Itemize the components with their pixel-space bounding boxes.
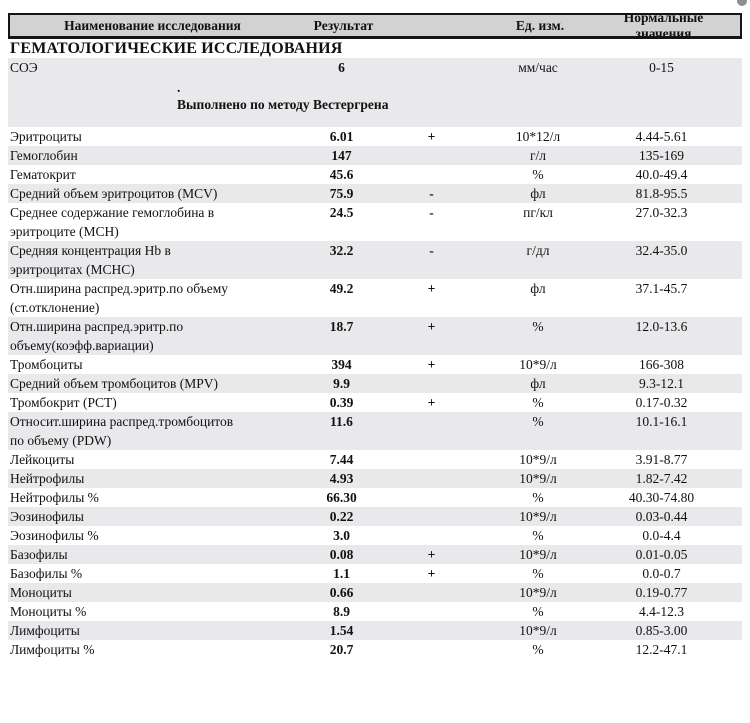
flag-cell: + <box>427 566 436 581</box>
normal-range-cell: 166-308 <box>639 357 684 372</box>
normal-range-cell: 10.1-16.1 <box>635 414 688 429</box>
flag-cell <box>390 165 473 184</box>
flag-cell <box>390 602 473 621</box>
result-cell: 49.2 <box>329 281 354 296</box>
normal-range-cell: 4.44-5.61 <box>635 129 688 144</box>
result-cell: 32.2 <box>329 243 354 258</box>
test-name-cell: Относит.ширина распред.тромбоцитов по объему (PDW) <box>10 414 234 448</box>
table-row <box>8 184 742 203</box>
flag-cell <box>390 146 473 165</box>
result-cell: 45.6 <box>329 167 354 182</box>
result-cell: 0.66 <box>329 585 354 600</box>
table-row <box>8 621 742 640</box>
result-cell: 24.5 <box>329 205 354 220</box>
test-name-cell: Гемоглобин <box>10 148 78 163</box>
normal-range-cell: 0.0-4.4 <box>642 528 681 543</box>
unit-cell: % <box>532 167 544 182</box>
table-row <box>8 279 742 317</box>
normal-range-cell: 0.03-0.44 <box>635 509 688 524</box>
normal-range-cell: 40.30-74.80 <box>628 490 695 505</box>
test-name-cell: Эозинофилы <box>10 509 84 524</box>
column-header-result: Результат <box>313 17 374 33</box>
test-name-cell: Эритроциты <box>10 129 82 144</box>
flag-cell: + <box>427 129 436 144</box>
test-name-cell: Базофилы % <box>10 566 83 581</box>
unit-cell: мм/час <box>518 60 558 75</box>
table-row <box>8 203 742 241</box>
table-row <box>8 412 742 450</box>
soe-row-block <box>8 58 742 127</box>
unit-cell: 10*9/л <box>519 509 557 524</box>
flag-cell: - <box>429 205 434 220</box>
test-name-cell: Отн.ширина распред.эритр.по объему (ст.отклонение) <box>10 281 229 315</box>
table-row <box>8 545 742 564</box>
unit-cell: г/л <box>529 148 547 163</box>
result-cell: 11.6 <box>330 414 353 429</box>
normal-range-cell: 32.4-35.0 <box>635 243 688 258</box>
result-cell: 0.39 <box>329 395 354 410</box>
test-name-cell: СОЭ <box>10 60 38 75</box>
test-name-cell: Нейтрофилы % <box>10 490 99 505</box>
unit-cell: фл <box>530 186 546 201</box>
result-cell: 66.30 <box>326 490 357 505</box>
table-row <box>8 602 742 621</box>
table-row <box>8 488 742 507</box>
test-name-cell: Отн.ширина распред.эритр.по объему(коэфф.вариации) <box>10 319 184 353</box>
rows-container <box>8 127 742 659</box>
test-name-cell: Среднее содержание гемоглобина в эритроците (MCH) <box>10 205 215 239</box>
normal-range-cell: 9.3-12.1 <box>639 376 684 391</box>
unit-cell: 10*9/л <box>519 585 557 600</box>
test-name-cell: Эозинофилы % <box>10 528 99 543</box>
unit-cell: 10*9/л <box>519 452 557 467</box>
unit-cell: % <box>532 604 544 619</box>
table-row <box>8 450 742 469</box>
result-cell: 0.22 <box>329 509 354 524</box>
method-note-dot: . <box>177 80 181 95</box>
table-row <box>8 374 742 393</box>
flag-cell <box>390 450 473 469</box>
result-cell: 0.08 <box>329 547 354 562</box>
scrollbar-thumb-icon[interactable] <box>737 0 747 6</box>
table-row <box>8 507 742 526</box>
test-name-cell: Нейтрофилы <box>10 471 85 486</box>
normal-range-cell: 27.0-32.3 <box>635 205 688 220</box>
table-row <box>8 241 742 279</box>
table-row <box>8 58 742 77</box>
flag-cell: - <box>429 243 434 258</box>
flag-cell <box>390 374 473 393</box>
result-cell: 6.01 <box>329 129 354 144</box>
result-cell: 147 <box>331 148 352 163</box>
flag-cell <box>390 507 473 526</box>
table-row <box>8 564 742 583</box>
normal-range-cell: 0.85-3.00 <box>635 623 688 638</box>
normal-range-cell: 4.4-12.3 <box>639 604 684 619</box>
test-name-cell: Лимфоциты % <box>10 642 95 657</box>
unit-cell: 10*9/л <box>519 471 557 486</box>
result-cell: 394 <box>331 357 352 372</box>
test-name-cell: Средний объем тромбоцитов (MPV) <box>10 376 219 391</box>
column-header-test-name: Наименование исследования <box>64 17 241 33</box>
unit-cell: фл <box>530 376 546 391</box>
flag-cell <box>390 58 473 77</box>
flag-cell <box>390 583 473 602</box>
table-row <box>8 127 742 146</box>
table-header-row <box>8 9 742 41</box>
table-row <box>8 317 742 355</box>
normal-range-cell: 12.2-47.1 <box>635 642 688 657</box>
unit-cell: % <box>532 642 544 657</box>
table-row <box>8 469 742 488</box>
result-cell: 6 <box>338 60 345 75</box>
normal-range-cell: 40.0-49.4 <box>635 167 688 182</box>
unit-cell: 10*12/л <box>515 129 561 144</box>
normal-range-cell: 0.0-0.7 <box>642 566 681 581</box>
test-name-cell: Тромбоциты <box>10 357 83 372</box>
table-row <box>8 583 742 602</box>
results-table <box>8 9 742 659</box>
flag-cell: + <box>427 319 436 334</box>
result-cell: 8.9 <box>333 604 350 619</box>
normal-range-cell: 37.1-45.7 <box>635 281 688 296</box>
unit-cell: 10*9/л <box>519 623 557 638</box>
table-row <box>8 146 742 165</box>
column-header-normal-range: Нормальные значения <box>623 9 704 41</box>
table-row <box>8 165 742 184</box>
unit-cell: % <box>532 528 544 543</box>
result-cell: 75.9 <box>329 186 354 201</box>
normal-range-cell: 0-15 <box>649 60 674 75</box>
normal-range-cell: 0.01-0.05 <box>635 547 688 562</box>
flag-cell <box>390 412 473 450</box>
test-name-cell: Лейкоциты <box>10 452 75 467</box>
unit-cell: г/дл <box>526 243 550 258</box>
method-note-text: Выполнено по методу Вестергрена <box>177 97 389 112</box>
normal-range-cell: 3.91-8.77 <box>635 452 688 467</box>
flag-cell <box>390 621 473 640</box>
unit-cell: % <box>532 566 544 581</box>
flag-cell: + <box>427 395 436 410</box>
unit-cell: фл <box>530 281 546 296</box>
result-cell: 18.7 <box>329 319 354 334</box>
normal-range-cell: 0.19-0.77 <box>635 585 688 600</box>
unit-cell: пг/кл <box>523 205 553 220</box>
table-row <box>8 393 742 412</box>
normal-range-cell: 135-169 <box>639 148 684 163</box>
normal-range-cell: 12.0-13.6 <box>635 319 688 334</box>
result-cell: 1.1 <box>333 566 350 581</box>
test-name-cell: Средняя концентрация Hb в эритроцитах (MCHC) <box>10 243 171 277</box>
table-row <box>8 640 742 659</box>
flag-cell <box>390 526 473 545</box>
unit-cell: 10*9/л <box>519 357 557 372</box>
normal-range-cell: 81.8-95.5 <box>635 186 688 201</box>
result-cell: 7.44 <box>329 452 354 467</box>
unit-cell: % <box>532 395 544 410</box>
flag-cell <box>390 640 473 659</box>
unit-cell: % <box>532 414 544 429</box>
flag-cell: - <box>429 186 434 201</box>
test-name-cell: Моноциты % <box>10 604 87 619</box>
result-cell: 4.93 <box>329 471 354 486</box>
unit-cell: % <box>532 490 544 505</box>
flag-cell <box>390 488 473 507</box>
flag-cell: + <box>427 547 436 562</box>
normal-range-cell: 1.82-7.42 <box>635 471 688 486</box>
flag-cell <box>390 469 473 488</box>
flag-cell: + <box>427 281 436 296</box>
test-name-cell: Моноциты <box>10 585 72 600</box>
table-row <box>8 526 742 545</box>
section-title: ГЕМАТОЛОГИЧЕСКИЕ ИССЛЕДОВАНИЯ <box>10 40 343 57</box>
test-name-cell: Средний объем эритроцитов (MCV) <box>10 186 218 201</box>
flag-cell: + <box>427 357 436 372</box>
column-header-unit: Ед. изм. <box>515 17 565 33</box>
unit-cell: % <box>532 319 544 334</box>
table-row <box>8 355 742 374</box>
test-name-cell: Базофилы <box>10 547 68 562</box>
method-note-block <box>177 80 742 114</box>
normal-range-cell: 0.17-0.32 <box>635 395 688 410</box>
result-cell: 9.9 <box>333 376 350 391</box>
test-name-cell: Гематокрит <box>10 167 76 182</box>
test-name-cell: Тромбокрит (PCT) <box>10 395 117 410</box>
test-name-cell: Лимфоциты <box>10 623 80 638</box>
result-cell: 3.0 <box>333 528 350 543</box>
result-cell: 1.54 <box>329 623 354 638</box>
unit-cell: 10*9/л <box>519 547 557 562</box>
result-cell: 20.7 <box>329 642 354 657</box>
